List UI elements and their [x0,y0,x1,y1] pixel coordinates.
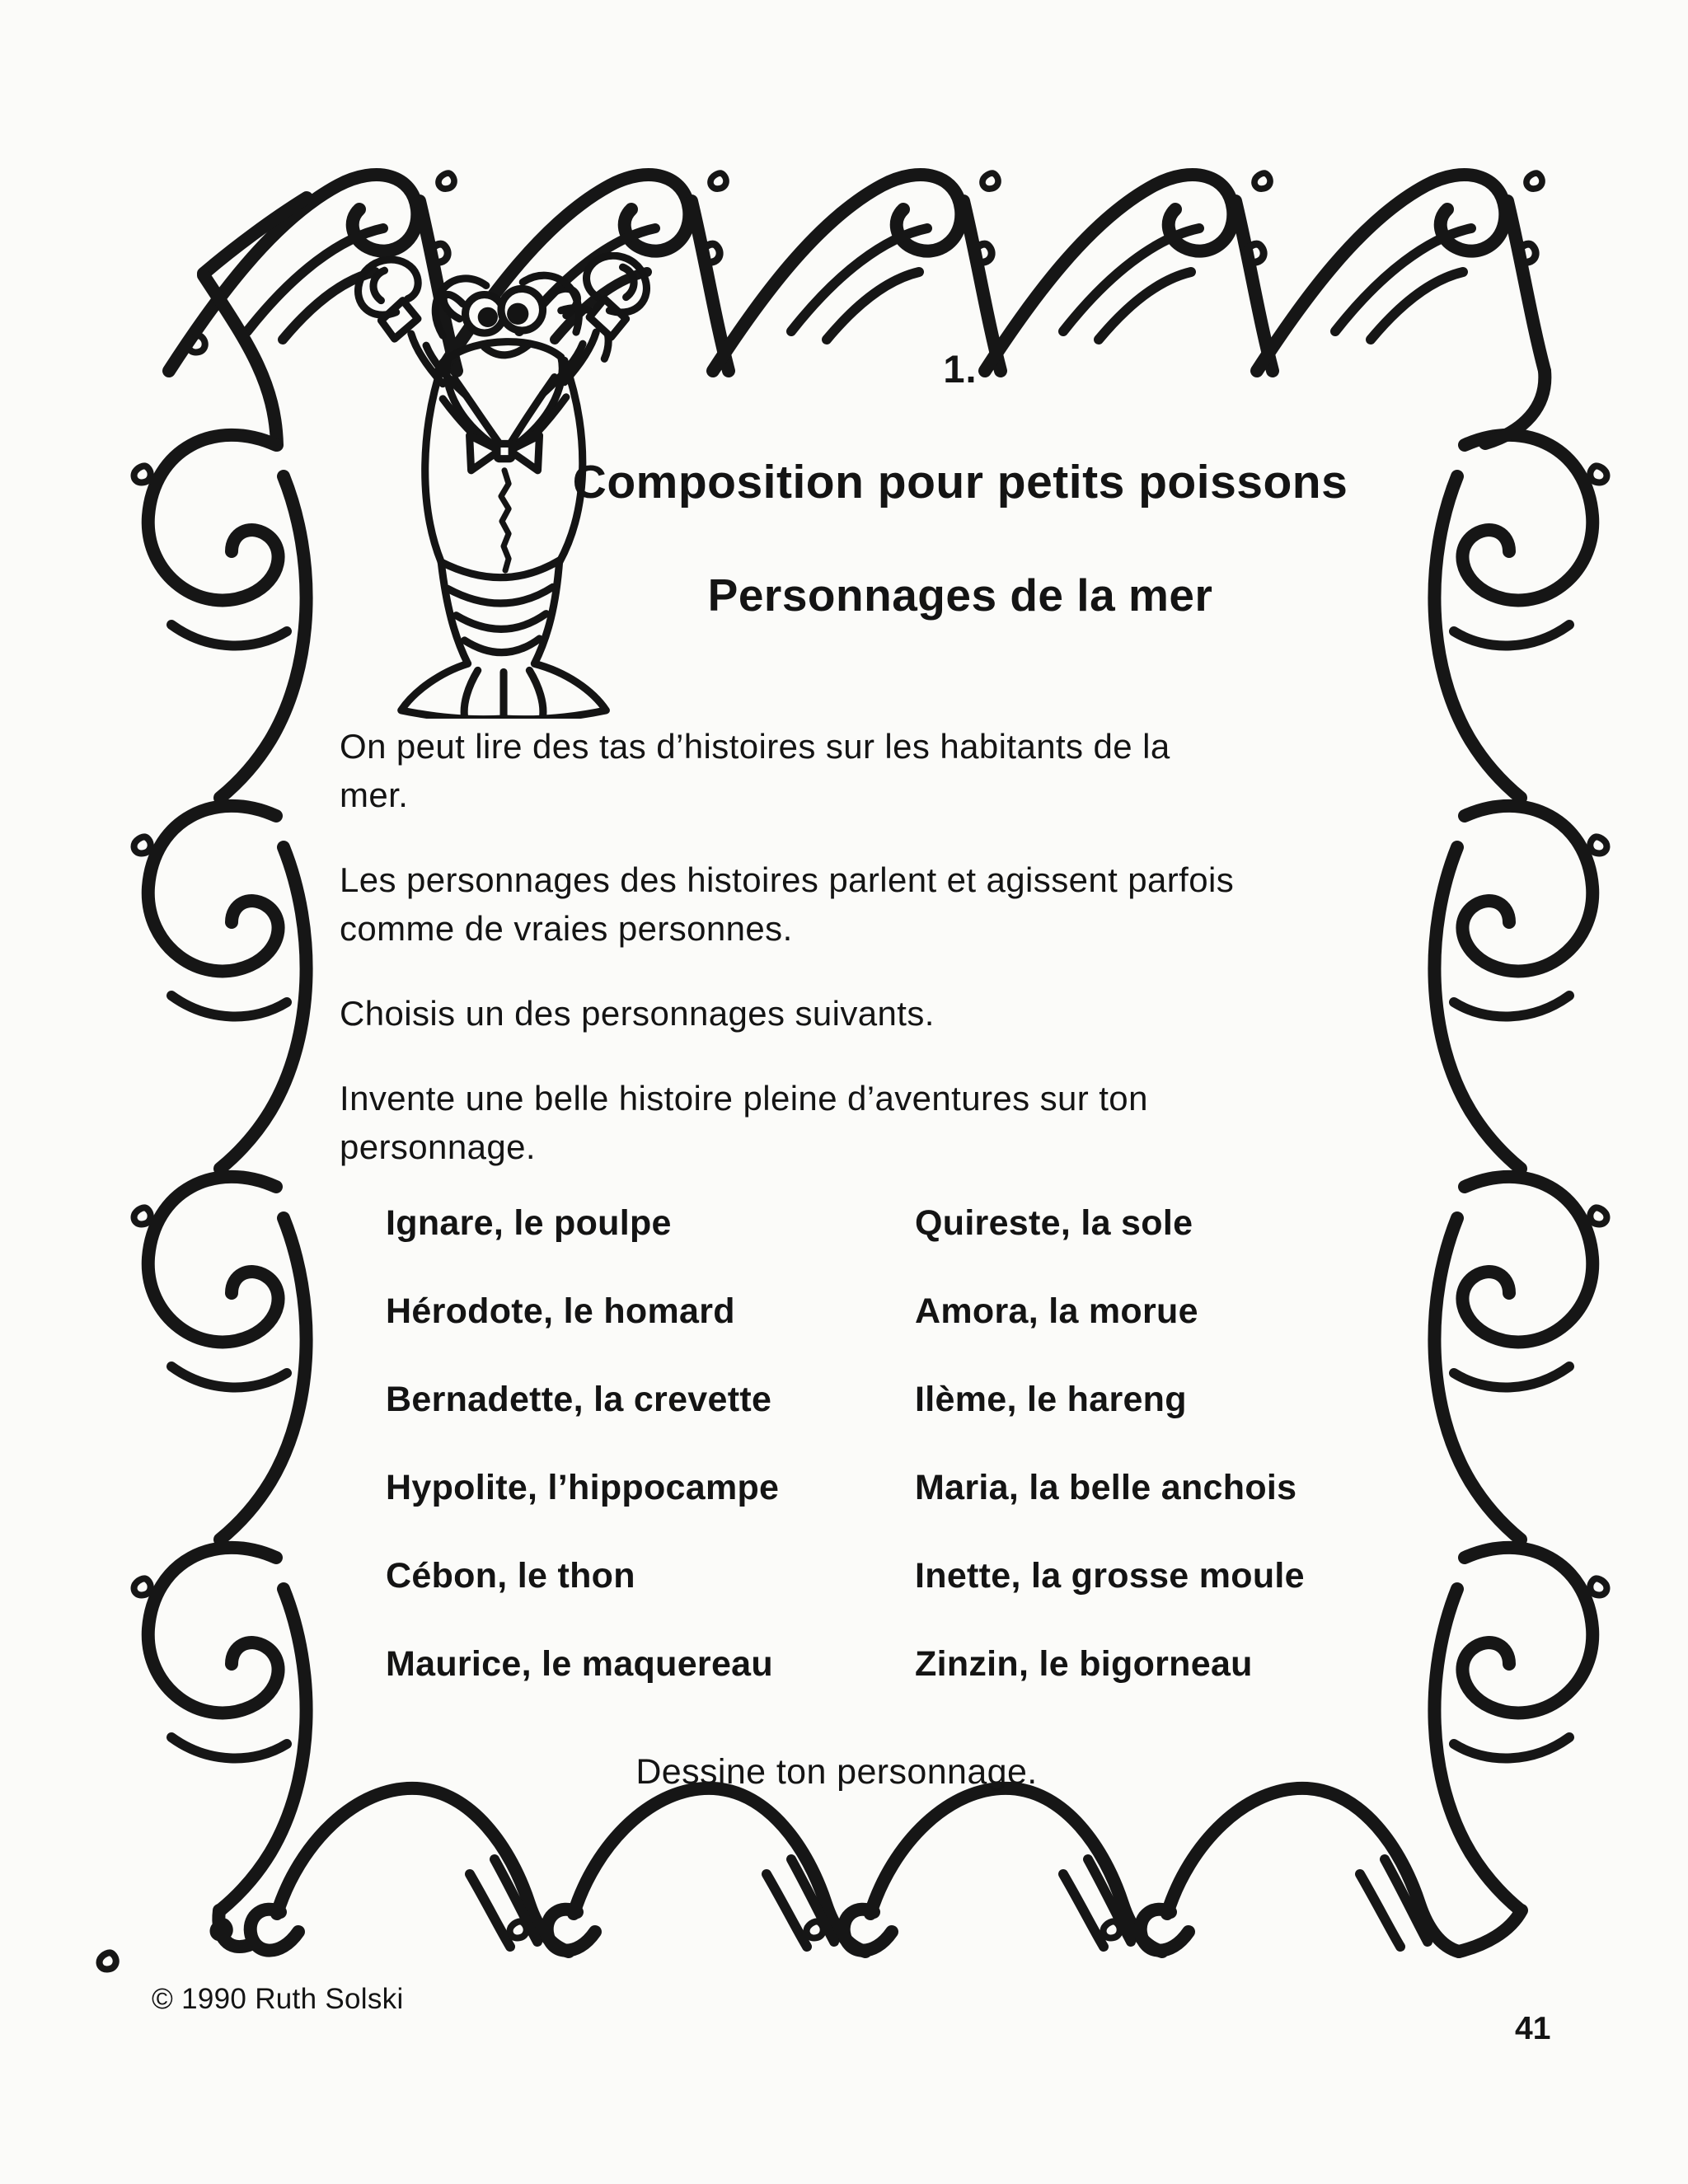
paragraph-line: Les personnages des histoires parlent et agissent parfois [340,860,1235,899]
paragraph-3 [340,989,1411,1038]
page-number: 41 [1515,2011,1551,2046]
paragraph-4 [340,1074,1411,1171]
character-name: Zinzin, le bigorneau [915,1644,1253,1684]
paragraph-line: mer. [340,776,409,814]
paragraph-1 [340,722,1411,819]
character-name: Ignare, le poulpe [386,1203,672,1243]
paragraph-line: On peut lire des tas d’histoires sur les habitants de la [340,727,1170,766]
paragraph-line: personnage. [340,1127,536,1166]
character-name: Ilème, le hareng [915,1380,1187,1419]
exercise-number: 1. [943,347,978,391]
character-name: Quireste, la sole [915,1203,1193,1243]
character-name: Bernadette, la crevette [386,1380,772,1419]
character-name: Hérodote, le homard [386,1291,735,1331]
paragraph-line: Invente une belle histoire pleine d’aventures sur ton [340,1079,1148,1118]
paragraph-line: Choisis un des personnages suivants. [340,994,935,1033]
character-list-left [386,1205,913,1734]
paragraph-line: comme de vraies personnes. [340,909,793,948]
character-name: Inette, la grosse moule [915,1556,1305,1596]
page-subtitle: Personnages de la mer [707,569,1213,621]
closing-instruction: Dessine ton personnage. [635,1752,1038,1792]
character-name: Cébon, le thon [386,1556,635,1596]
instructions [340,722,1411,1207]
page-title: Composition pour petits poissons [572,456,1348,509]
character-name: Maurice, le maquereau [386,1644,773,1684]
copyright-notice: © 1990 Ruth Solski [152,1983,404,2015]
paragraph-2 [340,855,1411,953]
character-name: Amora, la morue [915,1291,1198,1331]
character-list-right [915,1205,1442,1734]
character-name: Maria, la belle anchois [915,1468,1297,1507]
character-name: Hypolite, l’hippocampe [386,1468,780,1507]
